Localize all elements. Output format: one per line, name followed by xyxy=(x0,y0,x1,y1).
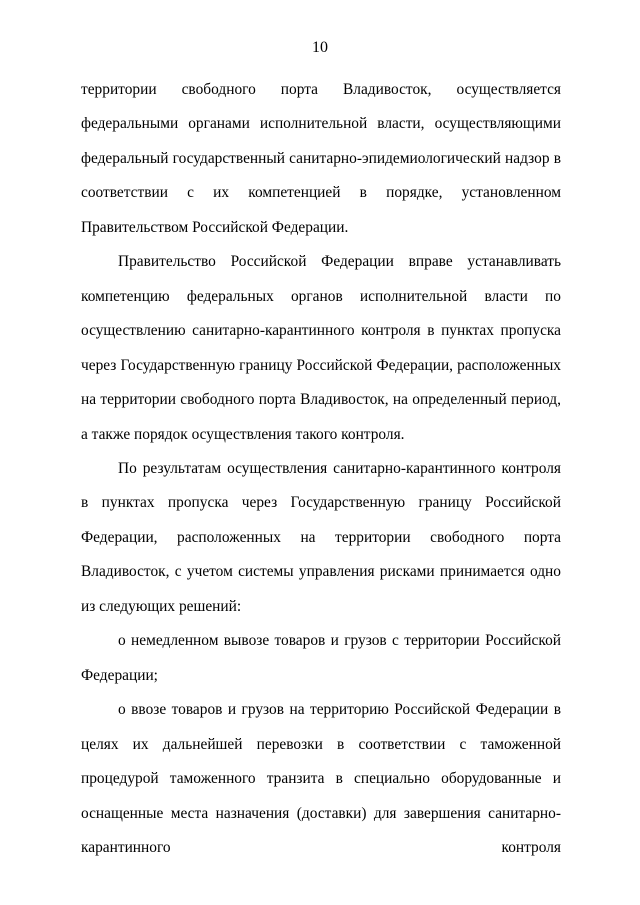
page-number: 10 xyxy=(312,39,328,56)
paragraph-4: о немедленном вывозе товаров и грузов с территории Российской Федерации; xyxy=(81,632,561,684)
paragraph-1: территории свободного порта Владивосток, осуществляется федеральными органами исполнительной власти, осуществляющими федеральный государственный санитарно-эпидемиологический надзор в соответствии с их компетенцией в порядке, установленном Правительством Российской Федерации. xyxy=(81,81,561,236)
paragraph-5: о ввозе товаров и грузов на территорию Российской Федерации в целях их дальнейшей перевозки в соответствии с таможенной процедурой таможенного транзита в специально оборудованные и оснащенные места назначения (доставки) для завершения санитарно-карантинного контроля xyxy=(81,701,561,856)
paragraph-2: Правительство Российской Федерации вправе устанавливать компетенцию федеральных органов исполнительной власти по осуществлению санитарно-карантинного контроля в пунктах пропуска через Государственную границу Российской Федерации, расположенных на территории свободного порта Владивосток, на определенный период, а также порядок осуществления такого контроля. xyxy=(81,253,561,443)
paragraph-3: По результатам осуществления санитарно-карантинного контроля в пунктах пропуска через Государственную границу Российской Федерации, расположенных на территории свободного порта Владивосток, с учетом системы управления рисками принимается одно из следующих решений: xyxy=(81,459,561,615)
document-body xyxy=(81,73,561,865)
